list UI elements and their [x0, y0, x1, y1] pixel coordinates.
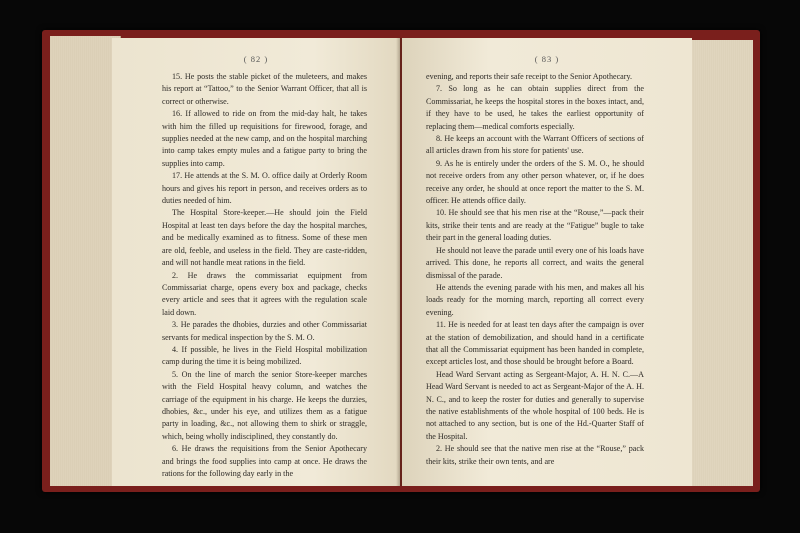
right-page-edges [682, 40, 753, 486]
paragraph: 10. He should see that his men rise at the “Rouse,”—pack their kits, strike their tents and are ready at the “Fatigue” bugle to take their part in the general loading duties. [426, 208, 644, 243]
left-page-number: ( 82 ) [243, 54, 269, 64]
right-page-text [426, 71, 644, 468]
left-page-text [162, 71, 367, 480]
paragraph: 9. As he is entirely under the orders of the S. M. O., he should not receive orders from any other person whatever, or, if he does receive any order, he should at once report the matter to the S. M. officer. He attends office daily. [426, 158, 644, 206]
section-heading-paragraph: Head Ward Servant acting as Sergeant-Major, A. H. N. C.—A Head Ward Servant is needed to act as Sergeant-Major of the A. H. N. C., and to keep the roster for duties and generally to supervise the native establishments of the whole hospital of 100 beds. He is not attached to any section, but is one of the Hd.-Quarter Staff of the Hospital. [426, 369, 644, 441]
paragraph: 16. If allowed to ride on from the mid-day halt, he takes with him the filled up requisitions for firewood, forage, and supplies needed at the new camp, and on the hospital marching into camp takes empty mules and a fatigue party to bring the supplies into camp. [162, 109, 367, 168]
left-page-edges [50, 36, 121, 486]
left-page [112, 38, 400, 486]
paragraph: 4. If possible, he lives in the Field Hospital mobilization camp during the time it is being mobilized. [162, 344, 367, 367]
paragraph: 11. He is needed for at least ten days after the campaign is over at the station of demobilization, and should hand in a certificate that all the Commissariat equipment has been handed in complete, except articles lost, and those should be brought before a Board. [426, 320, 644, 367]
paragraph: 6. He draws the requisitions from the Senior Apothecary and brings the food supplies into camp at once. He draws the rations for the following day early in the [162, 444, 367, 478]
right-page [402, 38, 692, 486]
paragraph: He should not leave the parade until every one of his loads have arrived. This done, he reports all correct, and waits the general dismissal of the parade. [426, 245, 644, 280]
paragraph: evening, and reports their safe receipt to the Senior Apothecary. [426, 72, 633, 81]
paragraph: 17. He attends at the S. M. O. office daily at Orderly Room hours and gives his report in person, and receives orders as to duties needed of him. [162, 171, 367, 206]
paragraph: 7. So long as he can obtain supplies direct from the Commissariat, he keeps the hospital stores in the boxes intact, and, if they have to be used, he takes the earliest opportunity of replacing them—medical comforts especially. [426, 84, 644, 131]
paragraph: He attends the evening parade with his men, and makes all his loads ready for the morning march, reporting all correct every evening. [426, 282, 644, 317]
right-page-number: ( 83 ) [534, 54, 560, 64]
section-heading-paragraph: The Hospital Store-keeper.—He should join the Field Hospital at least ten days before the day the hospital marches, and be medically examined as to fitness. Some of these men are old, feeble, and useless in the field. They are caste-ridden, and will not handle meat rations in the field. [162, 208, 367, 268]
paragraph: 8. He keeps an account with the Warrant Officers of sections of all articles drawn from his store for patients' use. [426, 134, 644, 156]
paragraph: 3. He parades the dhobies, durzies and other Commissariat servants for medical inspection by the S. M. O. [162, 320, 367, 342]
paragraph: 2. He should see that the native men rise at the “Rouse,” pack their kits, strike their own tents, and are [426, 444, 644, 466]
paragraph: 2. He draws the commissariat equipment from Commissariat charge, opens every box and package, checks every article and sees that it agrees with the regulation scale laid down. [162, 270, 367, 317]
paragraph: 5. On the line of march the senior Store-keeper marches with the Field Hospital heavy column, and watches the carriage of the equipment in his charge. He keeps the durzies, dhobies, &c., under his eye, and utilizes them as a fatigue party in loading, &c., not allowing them to shirk or straggle, which, being wholly indisciplined, they constantly do. [162, 369, 367, 441]
paragraph: 15. He posts the stable picket of the muleteers, and makes his report at “Tattoo,” to the Senior Warrant Officer, that all is correct or otherwise. [162, 72, 367, 106]
